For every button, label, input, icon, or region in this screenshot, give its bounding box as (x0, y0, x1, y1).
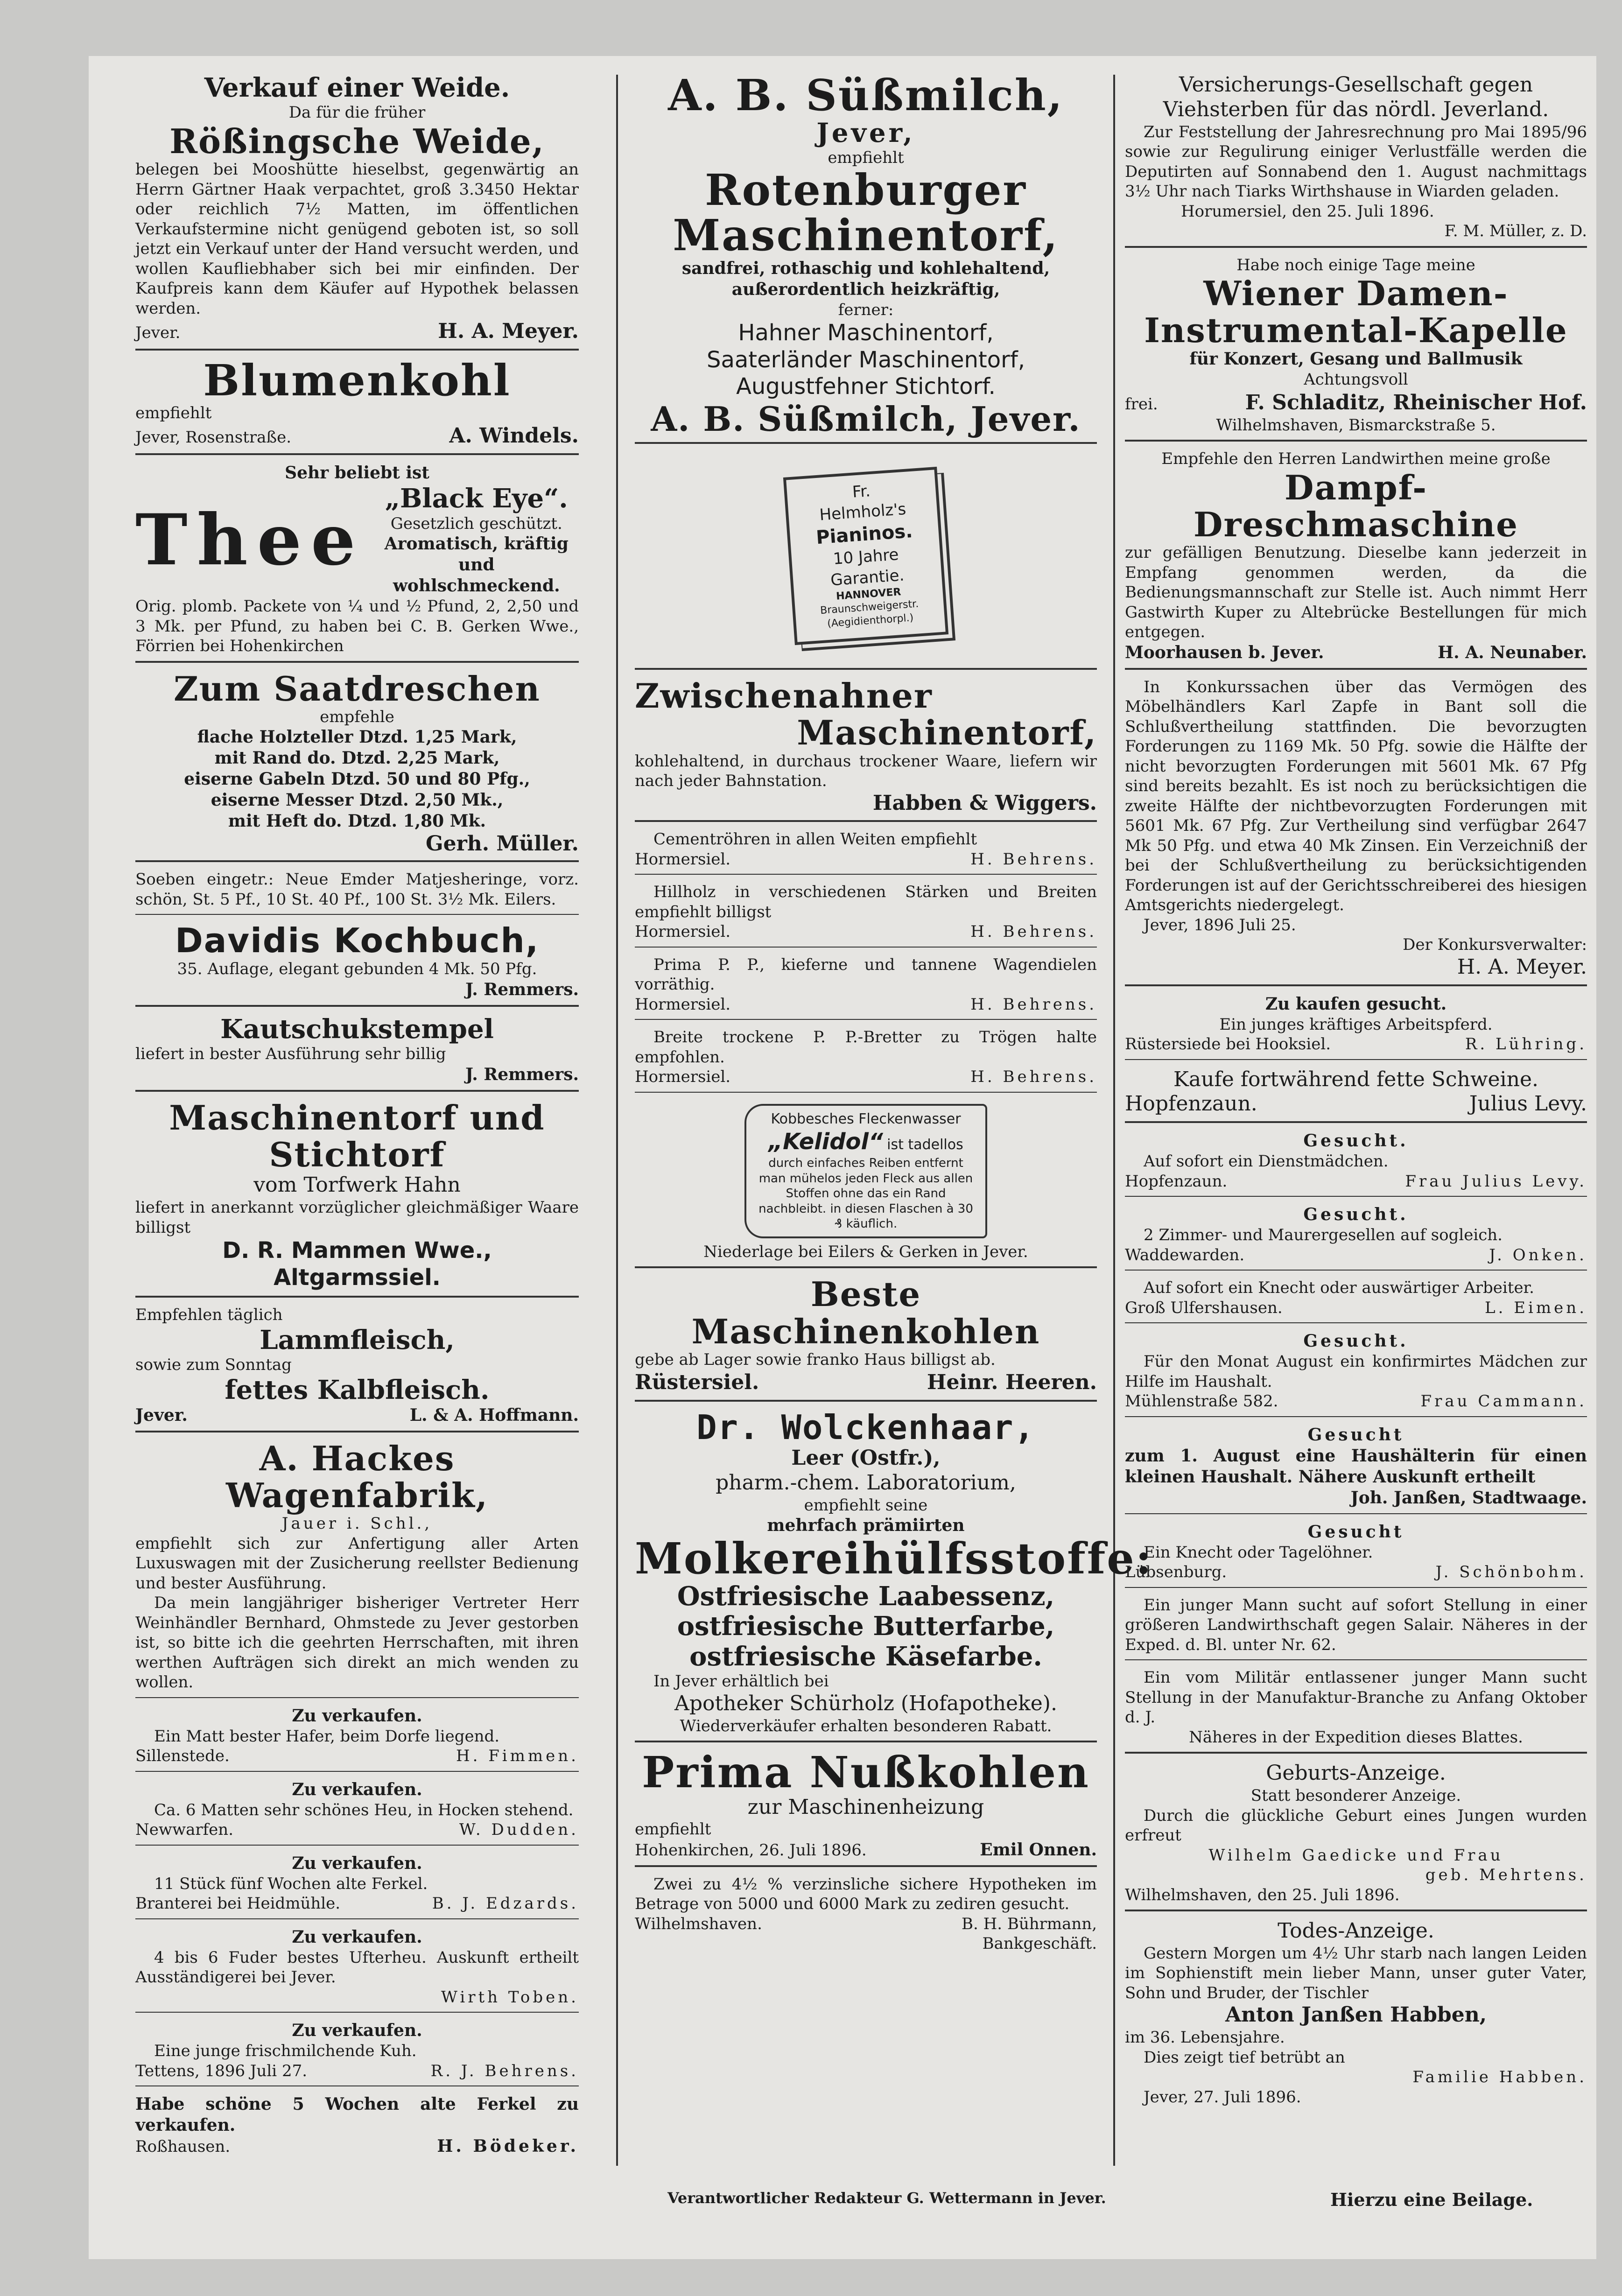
ad-depot: Niederlage bei Eilers & Gerken in Jever. (703, 1242, 1028, 1261)
ad-behrens-3 (635, 952, 1097, 1020)
ad-body: Breite trockene P. P.-Bretter zu Trögen halte empfohlen. (635, 1028, 1097, 1067)
ad-head: Zu verkaufen. (292, 1927, 422, 1947)
ad-body: Prima P. P., kieferne und tannene Wagendielen vorräthig. (635, 955, 1097, 994)
ad-davidis (135, 920, 579, 1007)
ad-address: Wilhelmshaven, Bismarckstraße 5. (1216, 415, 1496, 435)
ad-body: In Konkurssachen über das Vermögen des Möbelhändlers Karl Zapfe in Bant soll die Schlußvertheilung stattfinden. Die bevorzugten Forderungen zu 1169 Mk. 50 Pfg. sowie die Hälfte der nicht bevorzugten Forderungen mit 5601 Mk. 67 Pfg sind bereits bezahlt. Es ist noch zu berücksichtigen die zweite Hälfte der nichtbevorzugten Forderungen mit 5601 Mk. 67 Pfg. Zur Vertheilung sind verfügbar 2647 Mk 50 Pfg. und etwa 40 Mk Zinsen. Ein Verzeichniß der bei der Schlußvertheilung zu berücksichtigenden Forderungen ist auf der Gerichtsschreiberei des hiesigen Amtsgerichts niedergelegt. (1125, 677, 1587, 915)
ad-city: Leer (Ostfr.), (791, 1446, 941, 1470)
ad-body: zum 1. August eine Haushälterin für einen kleinen Haushalt. Nähere Auskunft ertheilt (1125, 1446, 1587, 1487)
ad-body: 11 Stück fünf Wochen alte Ferkel. (154, 1874, 428, 1893)
ad-ferner: ferner: (838, 300, 894, 319)
ad-militaer (1125, 1665, 1587, 1754)
ad-signature: H. Bödeker. (437, 2136, 579, 2156)
ad-signature-row (135, 1820, 579, 1840)
ad-signature-row (1125, 1245, 1587, 1265)
piano-line: Pianinos. (815, 520, 913, 549)
ad-junger-mann (1125, 1593, 1587, 1661)
ad-small-5 (135, 2017, 579, 2086)
ad-place: Mühlenstraße 582. (1125, 1392, 1278, 1411)
ad-signature: B. H. Bührmann, Bankgeschäft. (961, 1914, 1097, 1953)
ad-body: liefert in bester Ausführung sehr billig (135, 1045, 446, 1064)
ad-kelidol (635, 1097, 1097, 1269)
ad-head: Zu verkaufen. (292, 2021, 422, 2041)
ad-title: Blumenkohl (203, 355, 511, 406)
ad-pre: empfiehlt seine (804, 1496, 928, 1515)
thee-desc: Aromatisch, kräftig und wohlschmeckend. (384, 534, 569, 596)
ad-head: Gesucht (1307, 1522, 1404, 1542)
ad-signature-row (1125, 1092, 1587, 1116)
ad-names: Wilhelm Gaedicke und Frau (1208, 1846, 1503, 1865)
ad-ferkel (135, 2091, 579, 2162)
ad-head: Gesucht. (1303, 1331, 1409, 1351)
kelidol-bottle-label (744, 1104, 987, 1238)
ad-body-2: Da mein langjähriger bisheriger Vertreter Herr Weinhändler Bernhard, Ohmstede zu Jever gestorben ist, so bitte ich die geehrten Herrschaften, mit ihren werthen Aufträgen sich direkt an mich wenden zu wollen. (135, 1594, 579, 1692)
ad-sub: Statt besonderer Anzeige. (1250, 1786, 1461, 1805)
ad-signature: F. Schladitz, Rheinischer Hof. (1245, 390, 1587, 414)
ad-signature-row (635, 1369, 1097, 1395)
ad-head: Zu kaufen gesucht. (1265, 994, 1447, 1014)
ad-signature: R. Lühring. (1465, 1035, 1587, 1054)
ad-signature: A. Windels. (449, 424, 579, 448)
ad-gesucht-1 (1125, 1128, 1587, 1197)
ad-head: Zu verkaufen. (292, 1779, 422, 1799)
ad-signature-row (135, 2136, 579, 2157)
ad-maschinenkohlen (635, 1273, 1097, 1402)
ad-head: Gesucht. (1303, 1131, 1409, 1151)
ad-place: Hormersiel. (635, 1067, 731, 1087)
ad-pre: Habe noch einige Tage meine (1236, 255, 1475, 274)
thee-block (135, 484, 579, 597)
thee-big-word: Thee (135, 499, 365, 582)
ad-body: Soeben eingetr.: Neue Emder Matjesheringe, vorz. schön, St. 5 Pf., 10 St. 40 Pf., 100 St. 3½ Mk. Eilers. (135, 870, 579, 909)
ad-title: Davidis Kochbuch, (175, 921, 540, 961)
ad-title-2: Maschinentorf, (673, 210, 1059, 261)
piano-line: Braunschweigerstr. (820, 598, 920, 617)
ad-head: Zu verkaufen. (292, 1706, 422, 1726)
ad-body: Ein Matt bester Hafer, beim Dorfe liegend. (154, 1727, 500, 1746)
ad-title: Verkauf einer Weide. (204, 72, 510, 103)
ad-line: eiserne Gabeln Dtzd. 50 und 80 Pfg., (184, 769, 530, 789)
ad-body: Habe schöne 5 Wochen alte Ferkel zu verkaufen. (135, 2094, 579, 2135)
ad-signature-row (635, 995, 1097, 1015)
ad-body: empfiehlt sich zur Anfertigung aller Arten Luxuswagen mit der Zusicherung reellster Bedienung und bester Ausführung. (135, 1534, 579, 1593)
ad-date: Jever, 27. Juli 1896. (1144, 2087, 1301, 2106)
ad-signature: R. J. Behrens. (430, 2061, 579, 2080)
ad-gesucht-3 (1125, 1275, 1587, 1323)
ad-title: Kautschukstempel (220, 1013, 494, 1045)
column-rule-left (616, 75, 618, 2166)
ad-signature: Gerh. Müller. (426, 832, 579, 856)
ad-title: Zum Saatdreschen (174, 668, 541, 709)
ad-signature: Julius Levy. (1469, 1092, 1587, 1116)
ad-signature-row (135, 423, 579, 449)
ad-head: Gesucht. (1303, 1205, 1409, 1225)
ad-line: eiserne Messer Dtzd. 2,50 Mk., (211, 790, 504, 810)
ad-body: Ein junges kräftiges Arbeitspferd. (1219, 1015, 1493, 1034)
ad-body: Gestern Morgen um 4½ Uhr starb nach langen Leiden im Sophienstift mein lieber Mann, unser guter Vater, Sohn und Bruder, der Tischler (1125, 1944, 1587, 2002)
ad-body: Für den Monat August ein konfirmirtes Mädchen zur Hilfe im Haushalt. (1125, 1352, 1587, 1391)
ad-lamm (135, 1302, 579, 1432)
piano-line: Garantie. (830, 566, 905, 590)
ad-wolckenhaar (635, 1406, 1153, 1742)
ad-title: Geburts-Anzeige. (1266, 1761, 1446, 1785)
ad-apotheke: Apotheker Schürholz (Hofapotheke). (674, 1691, 1057, 1715)
ad-small-2 (135, 1776, 579, 1846)
ad-title: Maschinentorf und Stichtorf (169, 1097, 545, 1175)
ad-signature: Wirth Toben. (441, 1987, 579, 2007)
ad-versicherung (1125, 70, 1587, 248)
ad-place: Groß Ulfershausen. (1125, 1298, 1283, 1317)
ad-small-4 (135, 1924, 579, 2013)
ad-place: Jever, Rosenstraße. (135, 428, 292, 447)
ad-signature: B. J. Edzards. (432, 1894, 579, 1913)
ad-suessmilch (635, 70, 1097, 444)
ad-place: Hormersiel. (635, 922, 731, 941)
ad-zwischenahner (635, 674, 1097, 822)
ad-line: mit Rand do. Dtzd. 2,25 Mark, (214, 748, 500, 768)
ad-body: Ein vom Militär entlassener junger Mann sucht Stellung in der Manufaktur-Branche zu Anfang Oktober d. J. (1125, 1668, 1587, 1727)
ad-title: Lammfleisch, (260, 1324, 455, 1355)
ad-signature: F. M. Müller, z. D. (1444, 222, 1587, 241)
ad-pre: empfiehlt (635, 1820, 711, 1839)
ad-levy (1125, 1065, 1587, 1123)
ad-line: empfiehlt (135, 403, 212, 422)
ad-signature-row (635, 922, 1097, 942)
ad-line: Hahner Maschinentorf, (738, 320, 994, 346)
ad-signature: W. Dudden. (459, 1820, 579, 1840)
ad-hypotheken (635, 1872, 1097, 1959)
ad-body: Hillholz in verschiedenen Stärken und Breiten empfiehlt billigst (635, 883, 1097, 921)
ad-haushaelterin (1125, 1422, 1587, 1514)
ad-signature-row (1125, 1391, 1587, 1411)
ad-pferd (1125, 991, 1587, 1060)
ad-note: Dies zeigt tief betrübt an (1144, 2048, 1345, 2067)
ad-helmholz-pianos (635, 449, 1097, 670)
ad-name: Rößingsche Weide, (169, 121, 545, 161)
ad-where: In Jever erhältlich bei (653, 1672, 829, 1691)
ad-body: kohlehaltend, in durchaus trockener Waare, liefern wir nach jeder Bahnstation. (635, 751, 1097, 791)
ad-kapelle (1125, 253, 1587, 442)
piano-line: Helmholz's (819, 500, 907, 525)
ad-signature: H. A. Meyer. (1457, 955, 1587, 979)
ad-more: Näheres in der Expedition dieses Blattes. (1189, 1727, 1523, 1747)
ad-signature: L. & A. Hoffmann. (409, 1405, 579, 1425)
ad-signature: J. Remmers. (465, 1064, 579, 1084)
ad-knecht (1125, 1519, 1587, 1588)
ad-title: Prima Nußkohlen (642, 1747, 1090, 1798)
ad-geburt (1125, 1758, 1587, 1911)
ad-signature: Heinr. Heeren. (927, 1370, 1097, 1395)
ad-body: 35. Auflage, elegant gebunden 4 Mk. 50 Pfg. (177, 960, 537, 979)
ad-behrens-4 (635, 1025, 1097, 1093)
ad-pre: Empfehlen täglich (135, 1306, 283, 1325)
ad-signature-row (135, 2061, 579, 2081)
ad-signature: D. R. Mammen Wwe., Altgarmssiel. (222, 1237, 492, 1291)
ad-signature: H. Fimmen. (456, 1747, 579, 1766)
ad-body: Durch die glückliche Geburt eines Jungen wurden erfreut (1125, 1806, 1587, 1845)
ad-signature: H. A. Meyer. (438, 319, 579, 344)
ad-signature-row (635, 1840, 1097, 1861)
ad-age: im 36. Lebensjahre. (1125, 2028, 1285, 2047)
ad-head: Gesucht (1307, 1425, 1404, 1445)
ad-body: gebe ab Lager sowie franko Haus billigst ab. (635, 1350, 996, 1369)
ad-place: Rüstersiede bei Hooksiel. (1125, 1035, 1331, 1054)
column-3 (1125, 70, 1587, 2116)
ad-place: Waddewarden. (1125, 1245, 1245, 1264)
ad-line: Saaterländer Maschinentorf, (707, 346, 1025, 373)
ad-place: Rüstersiel. (635, 1370, 759, 1395)
thee-brand: „Black Eye“. (385, 483, 568, 514)
ad-signature-row (1125, 1172, 1587, 1192)
ad-role: Der Konkursverwalter: (1403, 935, 1587, 955)
piano-line: (Aegidienthorpl.) (827, 612, 914, 630)
ad-body: belegen bei Mooshütte hieselbst, gegenwärtig an Herrn Gärtner Haak verpachtet, groß 3.3450 Hektar oder reichlich 7½ Matten, im öffentlichen Verkaufstermine nicht genügend geboten ist, so soll jetzt ein Verkauf unter der Hand versucht werden, und wollen Kaufliebhaber sich bei mir einfinden. Der Kaufpreis kann dem Käufer auf Hypothek belassen werden. (135, 160, 579, 318)
ad-heringe (135, 867, 579, 915)
ad-place: Hormersiel. (635, 995, 731, 1014)
ad-saatdreschen (135, 667, 579, 863)
ad-gesucht-4 (1125, 1328, 1587, 1417)
ad-title: Zwischenahner (635, 676, 933, 716)
column-2 (635, 70, 1153, 1963)
ad-line: Ostfriesische Laabessenz, (677, 1581, 1055, 1612)
ad-mid: sowie zum Sonntag (135, 1355, 292, 1375)
ad-pre: empfiehlt (828, 148, 904, 167)
kelidol-line: durch einfaches Reiben entfernt man mühelos jeden Fleck aus allen Stoffen ohne das ein Rand nachbleibt. in diesen Flaschen à 30 ₰ käuflich. (758, 1156, 973, 1231)
ad-dampfdresch (1125, 446, 1587, 669)
ad-date: Jever, 1896 Juli 25. (1144, 915, 1296, 934)
ad-sub: Jauer i. Schl., (281, 1514, 433, 1533)
ad-place: Hohenkirchen, 26. Juli 1896. (635, 1840, 867, 1860)
ad-geb: geb. Mehrtens. (1425, 1866, 1587, 1885)
ad-torf (135, 1096, 579, 1298)
ad-place: Tettens, 1896 Juli 27. (135, 2061, 308, 2080)
ad-signature-row (1125, 1298, 1587, 1318)
ad-body: Ein junger Mann sucht auf sofort Stellung in einer größeren Landwirthschaft gegen Salair. Näheres in der Exped. d. Bl. unter Nr. 62. (1125, 1595, 1587, 1654)
ad-intro: Da für die früher (288, 103, 426, 122)
ad-title: Molkereihülfsstoffe: (635, 1533, 1153, 1584)
ad-signature-row (1125, 1034, 1587, 1054)
ad-weide (135, 70, 579, 351)
ad-date: Horumersiel, den 25. Juli 1896. (1181, 202, 1434, 221)
ad-signature: Frau Cammann. (1420, 1392, 1587, 1411)
ad-place: Hopfenzaun. (1125, 1172, 1228, 1191)
ad-place: Jever. (135, 1405, 188, 1425)
ad-signature-row (1125, 390, 1587, 415)
ad-signature-row (1125, 642, 1587, 663)
ad-gesucht-2 (1125, 1201, 1587, 1271)
kelidol-line: ist tadellos (887, 1137, 963, 1153)
ad-place: Wilhelmshaven. (635, 1914, 762, 1933)
ad-signature-row (635, 1067, 1097, 1087)
column-rule-right (1113, 75, 1115, 2166)
ad-behrens-2 (635, 879, 1097, 948)
ad-rabatt: Wiederverkäufer erhalten besonderen Rabatt. (680, 1716, 1052, 1735)
ad-body: Zur Feststellung der Jahresrechnung pro Mai 1895/96 sowie zur Regulirung einiger Verlustfälle werden die Deputirten auf Sonnabend den 1. August nachmittags 3½ Uhr nach Tiarks Wirthshause in Wiarden geladen. (1125, 122, 1587, 201)
kelidol-brand: „Kelidol“ (768, 1129, 883, 1155)
ad-body: Ein Knecht oder Tagelöhner. (1144, 1543, 1373, 1562)
ad-place: Jever. (135, 323, 181, 343)
ad-signature-row (135, 1405, 579, 1426)
ad-line: Augustfehner Stichtorf. (736, 373, 996, 400)
ad-body: Orig. plomb. Packete von ¼ und ½ Pfund, 2, 2,50 und 3 Mk. per Pfund, zu haben bei C. B. Gerken Wwe., Förrien bei Hohenkirchen (135, 597, 579, 656)
ad-signature: J. Schönbohm. (1435, 1563, 1587, 1582)
ad-line: flache Holzteller Dtzd. 1,25 Mark, (197, 727, 517, 747)
ad-line: ostfriesische Butterfarbe, (677, 1611, 1055, 1642)
footer-beilage: Hierzu eine Beilage. (1330, 2189, 1533, 2210)
ad-body: Zwei zu 4½ % verzinsliche sichere Hypotheken im Betrage von 5000 und 6000 Mark zu zediren gesucht. (635, 1875, 1097, 1914)
ad-signature: J. Remmers. (465, 979, 579, 999)
ad-body: Ca. 6 Matten sehr schönes Heu, in Hocken stehend. (154, 1800, 574, 1819)
column-1 (135, 70, 579, 2166)
ad-signature: H. Behrens. (970, 995, 1097, 1014)
ad-title: Wiener Damen-Instrumental-Kapelle (1144, 274, 1568, 351)
ad-behrens-1 (635, 827, 1097, 875)
ad-title: A. Hackes Wagenfabrik, (226, 1438, 488, 1516)
ad-body: liefert in anerkannt vorzüglicher gleichmäßiger Waare billigst (135, 1198, 579, 1237)
ad-place: Branterei bei Heidmühle. (135, 1894, 341, 1913)
ad-signature: J. Onken. (1489, 1245, 1587, 1264)
ad-signature-row (135, 318, 579, 344)
ad-city: Jever, (816, 117, 915, 148)
ad-praem: mehrfach prämiirten (767, 1516, 965, 1536)
ad-title: Versicherungs-Gesellschaft gegen Viehsterben für das nördl. Jeverland. (1163, 73, 1549, 121)
ad-signature: H. Behrens. (970, 922, 1097, 941)
ad-date: Wilhelmshaven, den 25. Juli 1896. (1125, 1885, 1400, 1904)
ad-body: Kaufe fortwährend fette Schweine. (1173, 1067, 1538, 1091)
ad-signature: H. Behrens. (970, 850, 1097, 869)
piano-line: HANNOVER (836, 586, 902, 603)
footer-editor: Verantwortlicher Redakteur G. Wettermann in Jever. (667, 2189, 1106, 2207)
ad-small-3 (135, 1850, 579, 1919)
ad-name: Anton Janßen Habben, (1225, 2003, 1487, 2027)
ad-body: 4 bis 6 Fuder bestes Ufterheu. Auskunft ertheilt Ausständigerei bei Jever. (135, 1948, 579, 1987)
ad-kautschuk (135, 1011, 579, 1092)
ad-tod (1125, 1916, 1587, 2112)
ad-signature-row (135, 1746, 579, 1766)
ad-place: Lübsenburg. (1125, 1563, 1227, 1582)
ad-signature: Habben & Wiggers. (872, 791, 1097, 815)
ad-place: Hormersiel. (635, 850, 731, 869)
ad-sub: zur Maschinenheizung (747, 1795, 984, 1819)
ad-signature: L. Eimen. (1485, 1298, 1587, 1317)
ad-title: Rotenburger (705, 165, 1027, 216)
ad-signature-row (135, 1987, 579, 2008)
ad-place: Hopfenzaun. (1125, 1092, 1257, 1116)
ad-name: Dr. Wolckenhaar, (696, 1408, 1035, 1447)
ad-signature-row (635, 850, 1097, 870)
ad-place: Moorhausen b. Jever. (1125, 642, 1324, 662)
ad-nusskohlen (635, 1747, 1097, 1867)
ad-body: Auf sofort ein Dienstmädchen. (1144, 1152, 1389, 1171)
ad-title-2: Maschinentorf, (797, 713, 1097, 753)
ad-sub: für Konzert, Gesang und Ballmusik (1189, 349, 1523, 369)
ad-signature: A. B. Süßmilch, Jever. (651, 399, 1081, 439)
ad-desc: sandfrei, rothaschig und kohlehaltend, außerordentlich heizkräftig, (681, 258, 1050, 299)
ad-signature-row (635, 1914, 1097, 1954)
ad-place: Newwarfen. (135, 1820, 234, 1840)
ad-line: ostfriesische Käsefarbe. (689, 1641, 1042, 1672)
ad-body: Cementröhren in allen Weiten empfiehlt (653, 830, 977, 849)
ad-place: Sillenstede. (135, 1747, 230, 1766)
ad-body: Auf sofort ein Knecht oder auswärtiger Arbeiter. (1144, 1278, 1534, 1298)
ad-title: Todes-Anzeige. (1278, 1919, 1434, 1943)
ad-signature: H. Behrens. (970, 1067, 1097, 1087)
ad-name: A. B. Süßmilch, (668, 70, 1064, 120)
ad-signature: Emil Onnen. (980, 1840, 1097, 1860)
ad-pre: Sehr beliebt ist (285, 463, 429, 483)
ad-hackes (135, 1437, 579, 1698)
ad-thee (135, 460, 579, 662)
piano-line: Fr. (851, 482, 871, 502)
kelidol-line: Kobbesches Fleckenwasser (771, 1110, 961, 1127)
ad-body: Eine junge frischmilchende Kuh. (154, 2042, 417, 2061)
ad-sub: vom Torfwerk Hahn (253, 1173, 461, 1197)
ad-title: Dampf-Dreschmaschine (1194, 467, 1518, 545)
ad-family: Familie Habben. (1412, 2068, 1587, 2087)
ad-small-1 (135, 1703, 579, 1772)
ad-pre: Empfehle den Herren Landwirthen meine große (1161, 449, 1551, 469)
piano-ad-box (783, 467, 948, 645)
thee-note: Gesetzlich geschützt. (390, 514, 562, 533)
ad-pre: empfehle (320, 707, 394, 726)
ad-blumenkohl (135, 355, 579, 455)
ad-body: 2 Zimmer- und Maurergesellen auf sogleich. (1144, 1226, 1503, 1245)
ad-body: zur gefälligen Benutzung. Dieselbe kann jederzeit in Empfang genommen werden, da die Bedienungsmannschaft zur Stelle ist. Auch nimmt Herr Gastwirth Kuper zu Altebrücke Bestellungen für mich entgegen. (1125, 543, 1587, 642)
ad-signature-row (135, 1894, 579, 1914)
ad-signature-row (1125, 1562, 1587, 1582)
ad-konkurs (1125, 674, 1587, 986)
ad-lab: pharm.-chem. Laboratorium, (716, 1471, 1016, 1495)
ad-line: mit Heft do. Dtzd. 1,80 Mk. (228, 811, 486, 831)
ad-signature: Frau Julius Levy. (1405, 1172, 1587, 1191)
ad-title: Beste Maschinenkohlen (691, 1274, 1040, 1351)
ad-achtung: Achtungsvoll (1304, 370, 1408, 389)
ad-signature: H. A. Neunaber. (1438, 642, 1587, 662)
ad-frei: frei. (1125, 394, 1158, 414)
piano-line: 10 Jahre (832, 545, 899, 569)
ad-signature: Joh. Janßen, Stadtwaage. (1350, 1488, 1587, 1508)
ad-place: Roßhausen. (135, 2137, 231, 2156)
ad-head: Zu verkaufen. (292, 1853, 422, 1873)
ad-title-2: fettes Kalbfleisch. (225, 1374, 490, 1405)
